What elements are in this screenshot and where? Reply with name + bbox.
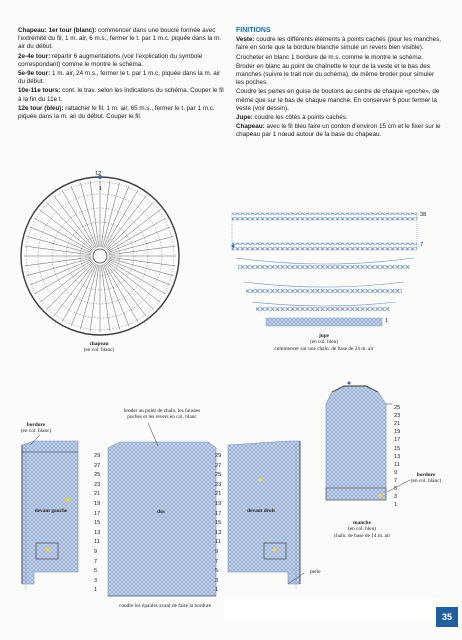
row-number: 5 — [94, 568, 98, 575]
row-number: 25 — [215, 472, 222, 479]
footer-strip — [224, 598, 436, 620]
row-number: 15 — [215, 520, 222, 527]
finish-jacket-beads: Coudre les perles en guise de boutons au centre de chaque «poche», de même que sur le bas de chaque manche. En conserver 6 pour fermer la veste (voir dessin). — [236, 88, 440, 112]
row-number: 23 — [94, 481, 101, 488]
row-number: 27 — [215, 462, 222, 469]
row-number: 15 — [394, 445, 401, 452]
bead-label: perle — [310, 569, 321, 575]
finitions-heading: FINITIONS — [236, 27, 271, 34]
left-front-label: devant gauche — [34, 508, 68, 514]
row-number: 15 — [94, 520, 101, 527]
row-number: 3 — [215, 577, 219, 584]
row-number: 21 — [394, 421, 401, 428]
skirt-row-1: 1 — [385, 318, 389, 324]
skirt-caption: jupe (en col. bleu) commencer sur une chaîn. de base de 24 m. air — [274, 333, 374, 352]
finish-jacket-embroidery: Broder en blanc au point de chaînette le tour de la veste et le bas des manches (suivre le trait noir du schéma), de même broder pour simuler les poches. — [236, 62, 435, 87]
hat-round-12: 12e tour (bleu): rattacher le fil, 1 m. air, 65 m.s., fermer le t. par 1 m.c. piquée dans la m. air du début. Couper le fil. — [18, 104, 215, 121]
row-number: 7 — [94, 558, 98, 565]
row-number: 19 — [94, 501, 101, 507]
row-number: 25 — [94, 472, 101, 479]
row-number: 11 — [215, 539, 221, 546]
row-number: 13 — [94, 529, 101, 536]
hat-chart — [21, 175, 179, 335]
sleeve-chart — [326, 382, 392, 501]
hat-round-1: Chapeau: 1er tour (blanc): commencer dans une boucle formée avec l'extrémité du fil, 1 m. air, 6 m.s., fermer le t. par 1 m.c. piquée dans la m. air du début. — [18, 27, 222, 51]
embroidery-note: broder au point de chaîn. les fausses poches et les revers en col. blanc — [123, 408, 201, 421]
row-number: 11 — [94, 539, 100, 546]
row-number: 17 — [215, 510, 222, 517]
skirt-row-7: 7 — [420, 242, 424, 248]
right-front-chart — [228, 441, 304, 590]
hat-caption: chapeau (en col. blanc) — [83, 341, 115, 354]
row-number: 3 — [94, 577, 98, 584]
row-number: 3 — [394, 494, 398, 501]
hat-round-10-11: 10e-11e tours: cont. le trav. selon les indications du schéma. Couper le fil à la fin du 11e t. — [18, 87, 224, 103]
row-number: 19 — [215, 501, 222, 507]
sleeve-border-caption: bordure (en col. blanc) — [410, 472, 442, 485]
row-number: 29 — [215, 453, 222, 459]
row-number: 23 — [394, 413, 401, 420]
finish-jacket-border: Crocheter en blanc 1 bordure de m.s. comme le montre le schéma. — [236, 53, 423, 61]
row-number: 1 — [215, 587, 219, 594]
skirt-chart — [232, 213, 418, 326]
hat-round-2-4: 2e-4e tour: répartir 6 augmentations (voir l'explication du symbole correspondant) comme le montre le schéma. — [18, 52, 203, 68]
row-number: 7 — [394, 477, 398, 484]
finish-skirt: Jupe: coudre les côtés à points cachés. — [236, 114, 348, 122]
row-number: 21 — [215, 491, 222, 498]
finish-jacket: Veste: coudre les différents éléments à points cachés (pour les manches, faire en sorte que la bordure blanche simule un revers bien visible). — [236, 36, 442, 52]
row-number: 5 — [394, 486, 398, 492]
row-number: 21 — [94, 491, 101, 498]
skirt-row-38: 38 — [420, 212, 427, 218]
row-number: 1 — [394, 502, 398, 509]
row-number: 27 — [94, 462, 101, 469]
shoulder-note: coudre les épaules avant de faire la bordure — [119, 603, 211, 609]
row-number: 19 — [394, 429, 401, 436]
page-number: 35 — [436, 607, 458, 627]
front-border-caption: bordure (en col. blanc) — [20, 422, 52, 435]
row-number: 9 — [215, 549, 219, 555]
hat-round-5-9: 5e-9e tour: 1 m. air, 24 m.s., fermer le t. par 1 m.c. piquée dans la m. air du début. — [18, 70, 221, 86]
hat-round-12-label: 12 — [95, 171, 102, 177]
row-number: 1 — [94, 587, 98, 594]
row-number: 25 — [394, 405, 401, 411]
back-label: dos — [157, 509, 165, 515]
row-number: 5 — [215, 568, 219, 575]
finish-hat: Chapeau: avec le fil bleu faire un cordon d'environ 15 cm et le fixer sur le chapeau par 1 nœud autour de la base du chapeau. — [236, 123, 441, 139]
row-number: 13 — [394, 453, 401, 460]
row-number: 11 — [394, 461, 400, 468]
row-number: 9 — [94, 549, 98, 555]
row-number: 17 — [94, 510, 101, 517]
left-front-chart — [22, 441, 78, 590]
row-number: 17 — [394, 437, 401, 444]
hat-round-1-label: 1 — [99, 186, 103, 192]
row-number: 13 — [215, 529, 222, 536]
row-number: 9 — [394, 469, 398, 476]
right-front-label: devant droit — [247, 508, 275, 514]
sleeve-caption: manche (en col. bleu) chaîn. de base de 14 m. air — [333, 520, 391, 539]
row-number: 29 — [94, 453, 101, 459]
row-number: 23 — [215, 481, 222, 488]
row-number: 7 — [215, 558, 219, 565]
